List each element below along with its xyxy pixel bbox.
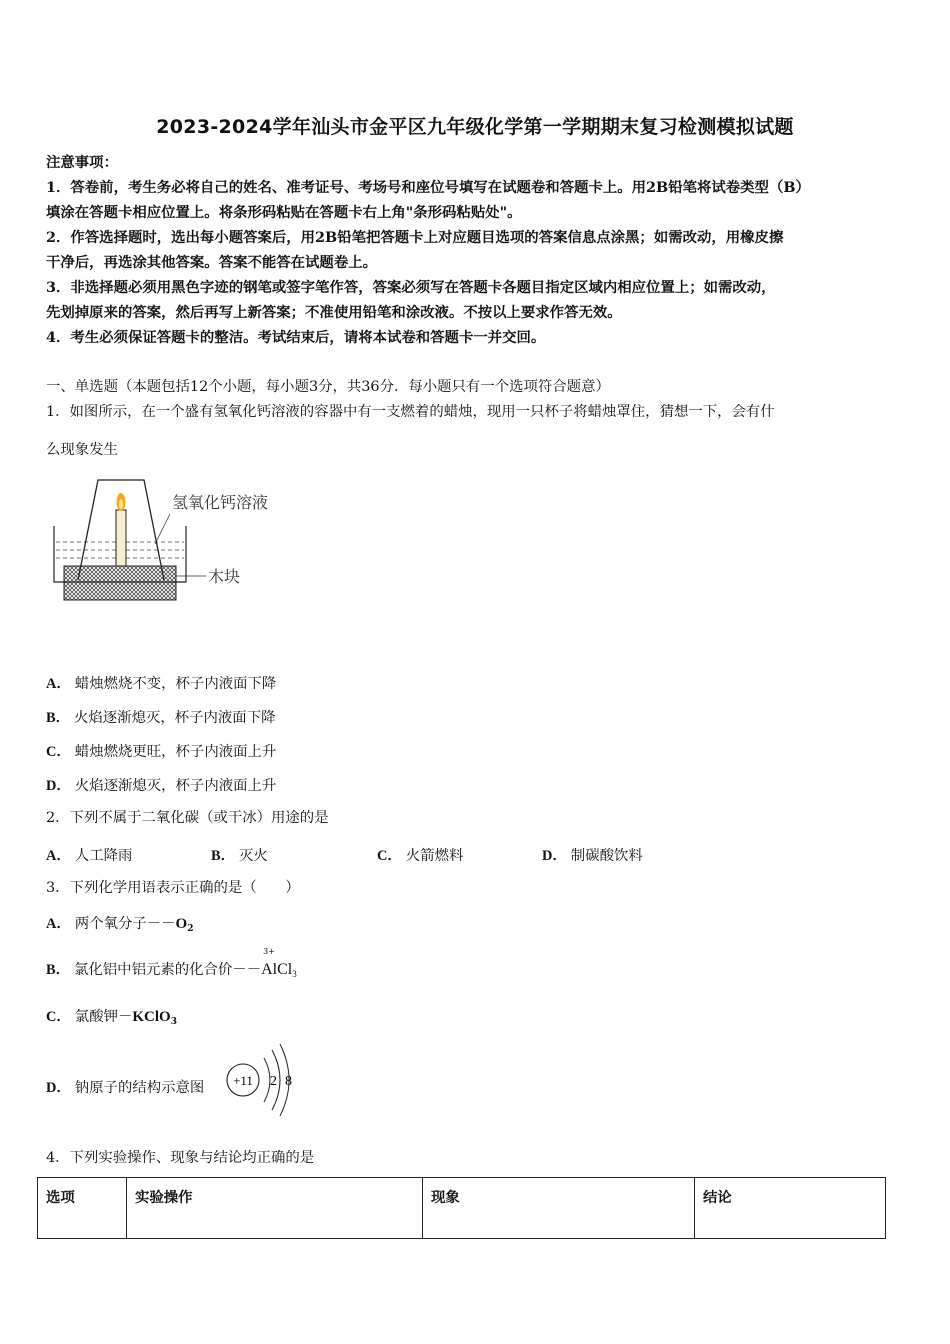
table-header-cell: 选项 <box>38 1178 127 1239</box>
option-label: B． <box>211 848 235 864</box>
q2-stem: 2．下列不属于二氧化碳（或干冰）用途的是 <box>46 810 329 826</box>
q1-experiment-figure <box>50 474 290 604</box>
q2-option-a[interactable] <box>46 844 132 865</box>
q3-option-a[interactable] <box>46 912 193 934</box>
sodium-atom-diagram <box>224 1038 304 1124</box>
formula: AlCl <box>261 961 293 978</box>
section-heading: 一、单选题（本题包括12个小题，每小题3分，共36分．每小题只有一个选项符合题意） <box>46 379 610 395</box>
nucleus-charge: +11 <box>233 1073 253 1088</box>
option-label: D． <box>46 778 71 794</box>
option-label: A． <box>46 916 71 932</box>
q1-stem-line2: 么现象发生 <box>46 442 118 458</box>
option-text: 人工降雨 <box>74 848 133 864</box>
notice-heading: 注意事项： <box>46 154 118 171</box>
option-label: C． <box>377 848 402 864</box>
q4-stem: 4．下列实验操作、现象与结论均正确的是 <box>46 1150 315 1166</box>
option-text: 钠原子的结构示意图 <box>74 1080 205 1096</box>
option-label: A． <box>46 848 71 864</box>
table-header-cell: 结论 <box>695 1178 886 1239</box>
option-label: B． <box>46 710 70 726</box>
notice-1-line1: 1．答卷前，考生务必将自己的姓名、准考证号、考场号和座位号填写在试题卷和答题卡上。用2B铅笔将试卷类型（B） <box>46 179 810 196</box>
notice-4-line1: 4．考生必须保证答题卡的整洁。考试结束后，请将本试卷和答题卡一并交回。 <box>46 329 546 346</box>
formula: O <box>175 916 188 932</box>
valence-charge: 3+ <box>263 947 275 956</box>
option-text: 蜡烛燃烧更旺，杯子内液面上升 <box>74 744 277 760</box>
q1-option-b[interactable] <box>46 706 275 727</box>
q2-option-c[interactable] <box>377 844 463 865</box>
figure-label-block: 木块 <box>208 567 241 586</box>
table-header-cell: 实验操作 <box>127 1178 423 1239</box>
option-text: 火焰逐渐熄灭，杯子内液面下降 <box>74 710 276 726</box>
q4-table <box>37 1177 886 1239</box>
q3-option-b[interactable] <box>46 947 297 979</box>
notice-1-line2: 填涂在答题卡相应位置上。将条形码粘贴在答题卡右上角"条形码粘贴处"。 <box>46 204 522 221</box>
option-label: C． <box>46 1009 71 1025</box>
notice-2-line1: 2．作答选择题时，选出每小题答案后，用2B铅笔把答题卡上对应题目选项的答案信息点涂黑；如需改动，用橡皮擦 <box>46 229 784 246</box>
option-text: 火箭燃料 <box>405 848 464 864</box>
option-label: D． <box>46 1080 71 1096</box>
shell-1-electrons: 2 <box>270 1074 277 1089</box>
shell-2-electrons: 8 <box>285 1074 292 1089</box>
notice-2-line2: 干净后，再选涂其他答案。答案不能答在试题卷上。 <box>46 254 377 271</box>
option-label: C． <box>46 744 71 760</box>
option-text: 火焰逐渐熄灭，杯子内液面上升 <box>74 778 277 794</box>
option-text: 氯酸钾－ <box>74 1009 133 1025</box>
formula-subscript: 2 <box>187 924 194 934</box>
q2-option-b[interactable] <box>211 844 268 865</box>
notice-3-line2: 先划掉原来的答案，然后再写上新答案；不准使用铅笔和涂改液。不按以上要求作答无效。 <box>46 304 622 321</box>
option-label: B． <box>46 962 70 978</box>
notice-3-line1: 3．非选择题必须用黑色字迹的钢笔或签字笔作答，答案必须写在答题卡各题目指定区域内相应位置上；如需改动， <box>46 279 776 296</box>
formula-subscript: 3 <box>292 969 297 979</box>
option-text: 两个氧分子－－ <box>74 916 176 932</box>
q1-option-a[interactable] <box>46 672 276 693</box>
formula: KClO <box>132 1009 171 1025</box>
q3-option-d[interactable] <box>46 1076 204 1097</box>
q1-option-d[interactable] <box>46 774 276 795</box>
page-title: 2023-2024学年汕头市金平区九年级化学第一学期期末复习检测模拟试题 <box>156 116 794 138</box>
q3-option-c[interactable] <box>46 1005 177 1027</box>
table-header-cell: 现象 <box>423 1178 695 1239</box>
figure-label-solution: 氢氧化钙溶液 <box>172 493 269 512</box>
q1-stem-line1: 1．如图所示，在一个盛有氢氧化钙溶液的容器中有一支燃着的蜡烛，现用一只杯子将蜡烛罩住，猜想一下，会有什 <box>46 404 775 420</box>
option-label: D． <box>542 848 567 864</box>
formula-subscript: 3 <box>170 1017 177 1027</box>
table-header-row <box>38 1178 886 1239</box>
option-text: 蜡烛燃烧不变，杯子内液面下降 <box>74 676 277 692</box>
option-label: A． <box>46 676 71 692</box>
q1-option-c[interactable] <box>46 740 276 761</box>
option-text: 氯化铝中铝元素的化合价－－ <box>74 962 262 978</box>
option-text: 制碳酸饮料 <box>570 848 643 864</box>
q2-option-d[interactable] <box>542 844 643 865</box>
option-text: 灭火 <box>239 848 268 864</box>
q3-stem: 3．下列化学用语表示正确的是（ ） <box>46 880 300 896</box>
